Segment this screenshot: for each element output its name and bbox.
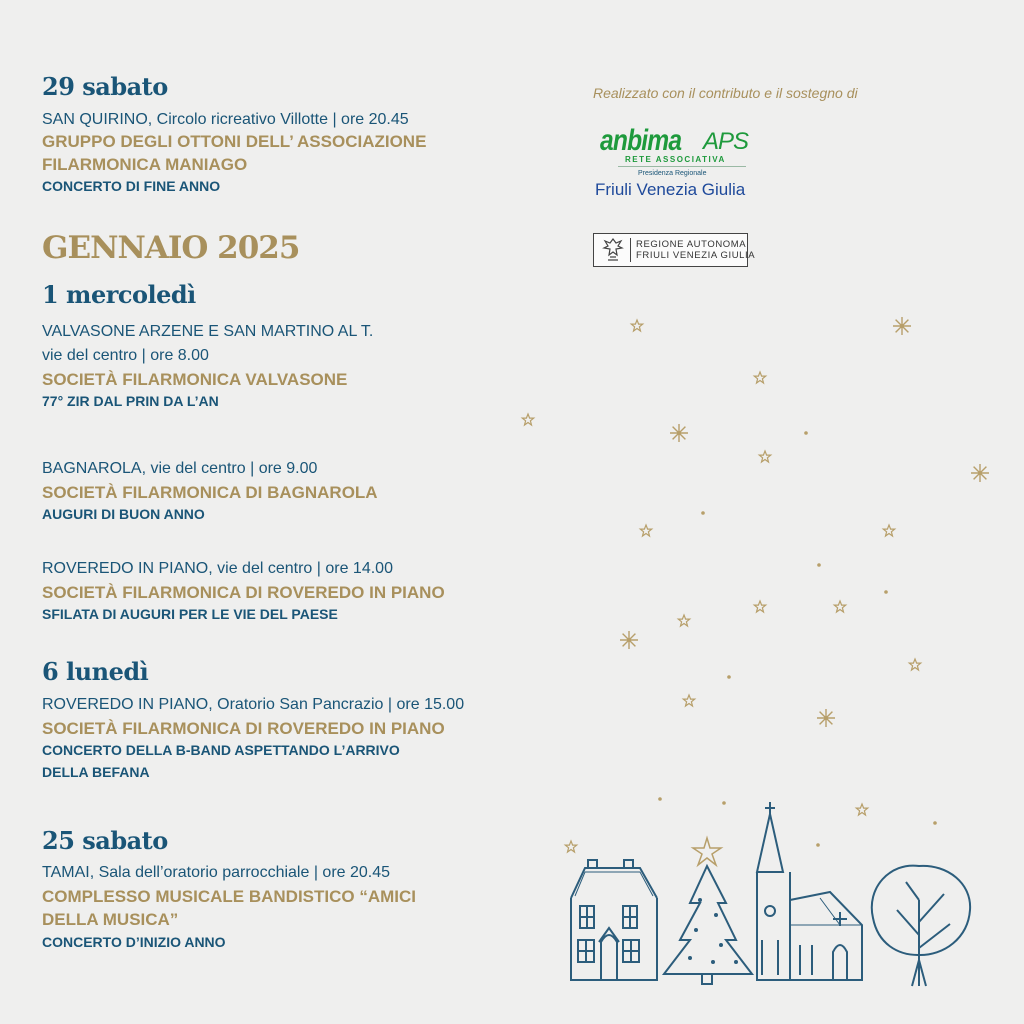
day-heading-1: 1 mercoledì [42, 280, 196, 309]
event-group: SOCIETÀ FILARMONICA DI ROVEREDO IN PIANO [42, 583, 445, 602]
event-location: ROVEREDO IN PIANO, vie del centro | ore 14.00 [42, 560, 393, 577]
event-location: vie del centro | ore 8.00 [42, 347, 209, 364]
event-location: BAGNAROLA, vie del centro | ore 9.00 [42, 460, 318, 477]
church-icon [757, 802, 862, 980]
regione-line2: FRIULI VENEZIA GIULIA [636, 250, 756, 261]
anbima-aps: APS [703, 128, 749, 155]
snowflake-icons [620, 317, 989, 727]
event-group: SOCIETÀ FILARMONICA DI BAGNAROLA [42, 483, 378, 502]
event-title: AUGURI DI BUON ANNO [42, 506, 205, 522]
event-location: TAMAI, Sala dell’oratorio parrocchiale | ore 20.45 [42, 864, 391, 881]
event-group: DELLA MUSICA” [42, 910, 179, 929]
event-group: FILARMONICA MANIAGO [42, 155, 248, 174]
day-heading-29: 29 sabato [42, 72, 168, 101]
event-title: SFILATA DI AUGURI PER LE VIE DEL PAESE [42, 606, 338, 622]
house-icon [571, 860, 657, 980]
event-title: CONCERTO DELLA B-BAND ASPETTANDO L’ARRIVO [42, 742, 400, 758]
anbima-subtitle: RETE ASSOCIATIVA [625, 155, 726, 164]
event-group: GRUPPO DEGLI OTTONI DELL’ ASSOCIAZIONE [42, 132, 427, 151]
anbima-presidency: Presidenza Regionale [638, 170, 707, 177]
event-location: VALVASONE ARZENE E SAN MARTINO AL T. [42, 323, 374, 340]
day-heading-6: 6 lunedì [42, 657, 149, 686]
event-location: ROVEREDO IN PIANO, Oratorio San Pancrazio | ore 15.00 [42, 696, 465, 713]
star-icons [522, 320, 937, 852]
event-group: SOCIETÀ FILARMONICA DI ROVEREDO IN PIANO [42, 719, 445, 738]
sponsor-credit: Realizzato con il contributo e il sostegno di [593, 85, 858, 101]
regione-line1: REGIONE AUTONOMA [636, 239, 747, 250]
event-group: COMPLESSO MUSICALE BANDISTICO “AMICI [42, 887, 417, 906]
event-title: DELLA BEFANA [42, 764, 150, 780]
round-tree-icon [872, 866, 970, 986]
event-title: CONCERTO DI FINE ANNO [42, 178, 221, 194]
event-location: SAN QUIRINO, Circolo ricreativo Villotte | ore 20.45 [42, 111, 409, 128]
day-heading-25: 25 sabato [42, 826, 168, 855]
event-title: CONCERTO D’INIZIO ANNO [42, 934, 226, 950]
anbima-name: anbima [600, 124, 682, 157]
anbima-region: Friuli Venezia Giulia [595, 180, 746, 199]
event-group: SOCIETÀ FILARMONICA VALVASONE [42, 370, 348, 389]
event-title: 77° ZIR DAL PRIN DA L’AN [42, 393, 219, 409]
christmas-tree-icon [664, 838, 752, 984]
month-heading: GENNAIO 2025 [42, 230, 300, 266]
